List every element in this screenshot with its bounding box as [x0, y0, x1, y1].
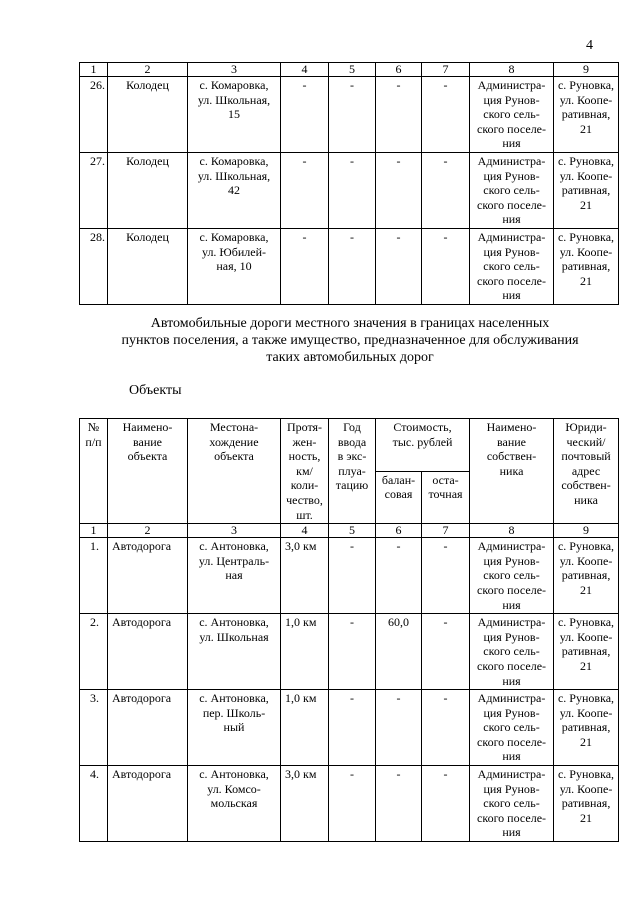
header-owner-address: Юриди- ческий/ почтовый адрес собствен- ника — [554, 419, 619, 524]
commission-year: - — [329, 614, 376, 690]
owner-name: Администра- ция Рунов- ского сель- ского поселе- ния — [470, 538, 554, 614]
owner-address: с. Руновка, ул. Коопе- ративная, 21 — [554, 766, 619, 842]
column-number: 5 — [329, 524, 376, 538]
column-number-row — [80, 63, 619, 77]
row-number: 3. — [80, 690, 108, 766]
object-location: с. Антоновка, ул. Комсо- мольская — [188, 766, 281, 842]
balance-value: - — [376, 538, 422, 614]
residual-value: - — [422, 77, 470, 153]
header-num: № п/п — [80, 419, 108, 524]
owner-address: с. Руновка, ул. Коопе- ративная, 21 — [554, 538, 619, 614]
section-subheading: Объекты — [129, 383, 182, 398]
column-number: 7 — [422, 63, 470, 77]
owner-address: с. Руновка, ул. Коопе- ративная, 21 — [554, 152, 619, 228]
table-roads — [79, 418, 619, 842]
object-length: 3,0 км — [281, 538, 329, 614]
column-number: 8 — [470, 524, 554, 538]
row-number: 26. — [80, 77, 108, 153]
residual-value: - — [422, 766, 470, 842]
owner-address: с. Руновка, ул. Коопе- ративная, 21 — [554, 690, 619, 766]
object-location: с. Комаровка, ул. Школьная, 42 — [188, 152, 281, 228]
table-row — [80, 228, 619, 304]
row-number: 4. — [80, 766, 108, 842]
column-number: 5 — [329, 63, 376, 77]
commission-year: - — [329, 690, 376, 766]
column-number: 2 — [108, 63, 188, 77]
header-residual: оста- точная — [422, 471, 470, 524]
balance-value: - — [376, 77, 422, 153]
column-number-row — [80, 524, 619, 538]
column-number: 6 — [376, 63, 422, 77]
object-location: с. Антоновка, ул. Школьная — [188, 614, 281, 690]
owner-name: Администра- ция Рунов- ского сель- ского поселе- ния — [470, 766, 554, 842]
row-number: 1. — [80, 538, 108, 614]
header-row — [80, 419, 619, 472]
owner-address: с. Руновка, ул. Коопе- ративная, 21 — [554, 614, 619, 690]
header-length: Протя- жен- ность, км/ коли- чество, шт. — [281, 419, 329, 524]
object-name: Колодец — [108, 228, 188, 304]
owner-name: Администра- ция Рунов- ского сель- ского поселе- ния — [470, 77, 554, 153]
object-location: с. Комаровка, ул. Школьная, 15 — [188, 77, 281, 153]
commission-year: - — [329, 766, 376, 842]
residual-value: - — [422, 614, 470, 690]
header-name: Наимено- вание объекта — [108, 419, 188, 524]
object-location: с. Антоновка, пер. Школь- ный — [188, 690, 281, 766]
object-name: Колодец — [108, 152, 188, 228]
column-number: 8 — [470, 63, 554, 77]
residual-value: - — [422, 538, 470, 614]
object-length: - — [281, 228, 329, 304]
owner-address: с. Руновка, ул. Коопе- ративная, 21 — [554, 77, 619, 153]
row-number: 2. — [80, 614, 108, 690]
object-length: - — [281, 77, 329, 153]
object-location: с. Комаровка, ул. Юбилей- ная, 10 — [188, 228, 281, 304]
object-location: с. Антоновка, ул. Централь- ная — [188, 538, 281, 614]
header-balance: балан- совая — [376, 471, 422, 524]
object-length: 3,0 км — [281, 766, 329, 842]
column-number: 1 — [80, 524, 108, 538]
commission-year: - — [329, 152, 376, 228]
owner-name: Администра- ция Рунов- ского сель- ского поселе- ния — [470, 614, 554, 690]
table-row — [80, 766, 619, 842]
object-length: - — [281, 152, 329, 228]
balance-value: - — [376, 228, 422, 304]
balance-value: 60,0 — [376, 614, 422, 690]
section-heading: Автомобильные дороги местного значения в границах населенных пунктов поселения, а также имущество, предназначенное для обслуживания таких автомобильных дорог — [121, 316, 579, 365]
table-row — [80, 77, 619, 153]
column-number: 4 — [281, 63, 329, 77]
commission-year: - — [329, 538, 376, 614]
table-wells — [79, 62, 619, 305]
row-number: 27. — [80, 152, 108, 228]
residual-value: - — [422, 228, 470, 304]
residual-value: - — [422, 690, 470, 766]
object-name: Автодорога — [108, 538, 188, 614]
owner-name: Администра- ция Рунов- ского сель- ского поселе- ния — [470, 228, 554, 304]
column-number: 9 — [554, 524, 619, 538]
owner-name: Администра- ция Рунов- ского сель- ского поселе- ния — [470, 690, 554, 766]
header-location: Местона- хождение объекта — [188, 419, 281, 524]
object-name: Автодорога — [108, 614, 188, 690]
balance-value: - — [376, 766, 422, 842]
column-number: 6 — [376, 524, 422, 538]
column-number: 4 — [281, 524, 329, 538]
row-number: 28. — [80, 228, 108, 304]
residual-value: - — [422, 152, 470, 228]
column-number: 1 — [80, 63, 108, 77]
page-number: 4 — [586, 38, 593, 53]
object-name: Автодорога — [108, 690, 188, 766]
owner-name: Администра- ция Рунов- ского сель- ского поселе- ния — [470, 152, 554, 228]
header-year: Год ввода в экс- плуа- тацию — [329, 419, 376, 524]
object-length: 1,0 км — [281, 614, 329, 690]
table-row — [80, 690, 619, 766]
header-cost: Стоимость, тыс. рублей — [376, 419, 470, 472]
table-row — [80, 538, 619, 614]
object-name: Автодорога — [108, 766, 188, 842]
column-number: 2 — [108, 524, 188, 538]
column-number: 3 — [188, 524, 281, 538]
balance-value: - — [376, 690, 422, 766]
table-row — [80, 614, 619, 690]
column-number: 3 — [188, 63, 281, 77]
header-owner-name: Наимено- вание собствен- ника — [470, 419, 554, 524]
balance-value: - — [376, 152, 422, 228]
commission-year: - — [329, 77, 376, 153]
object-length: 1,0 км — [281, 690, 329, 766]
table-row — [80, 152, 619, 228]
owner-address: с. Руновка, ул. Коопе- ративная, 21 — [554, 228, 619, 304]
column-number: 7 — [422, 524, 470, 538]
column-number: 9 — [554, 63, 619, 77]
object-name: Колодец — [108, 77, 188, 153]
commission-year: - — [329, 228, 376, 304]
